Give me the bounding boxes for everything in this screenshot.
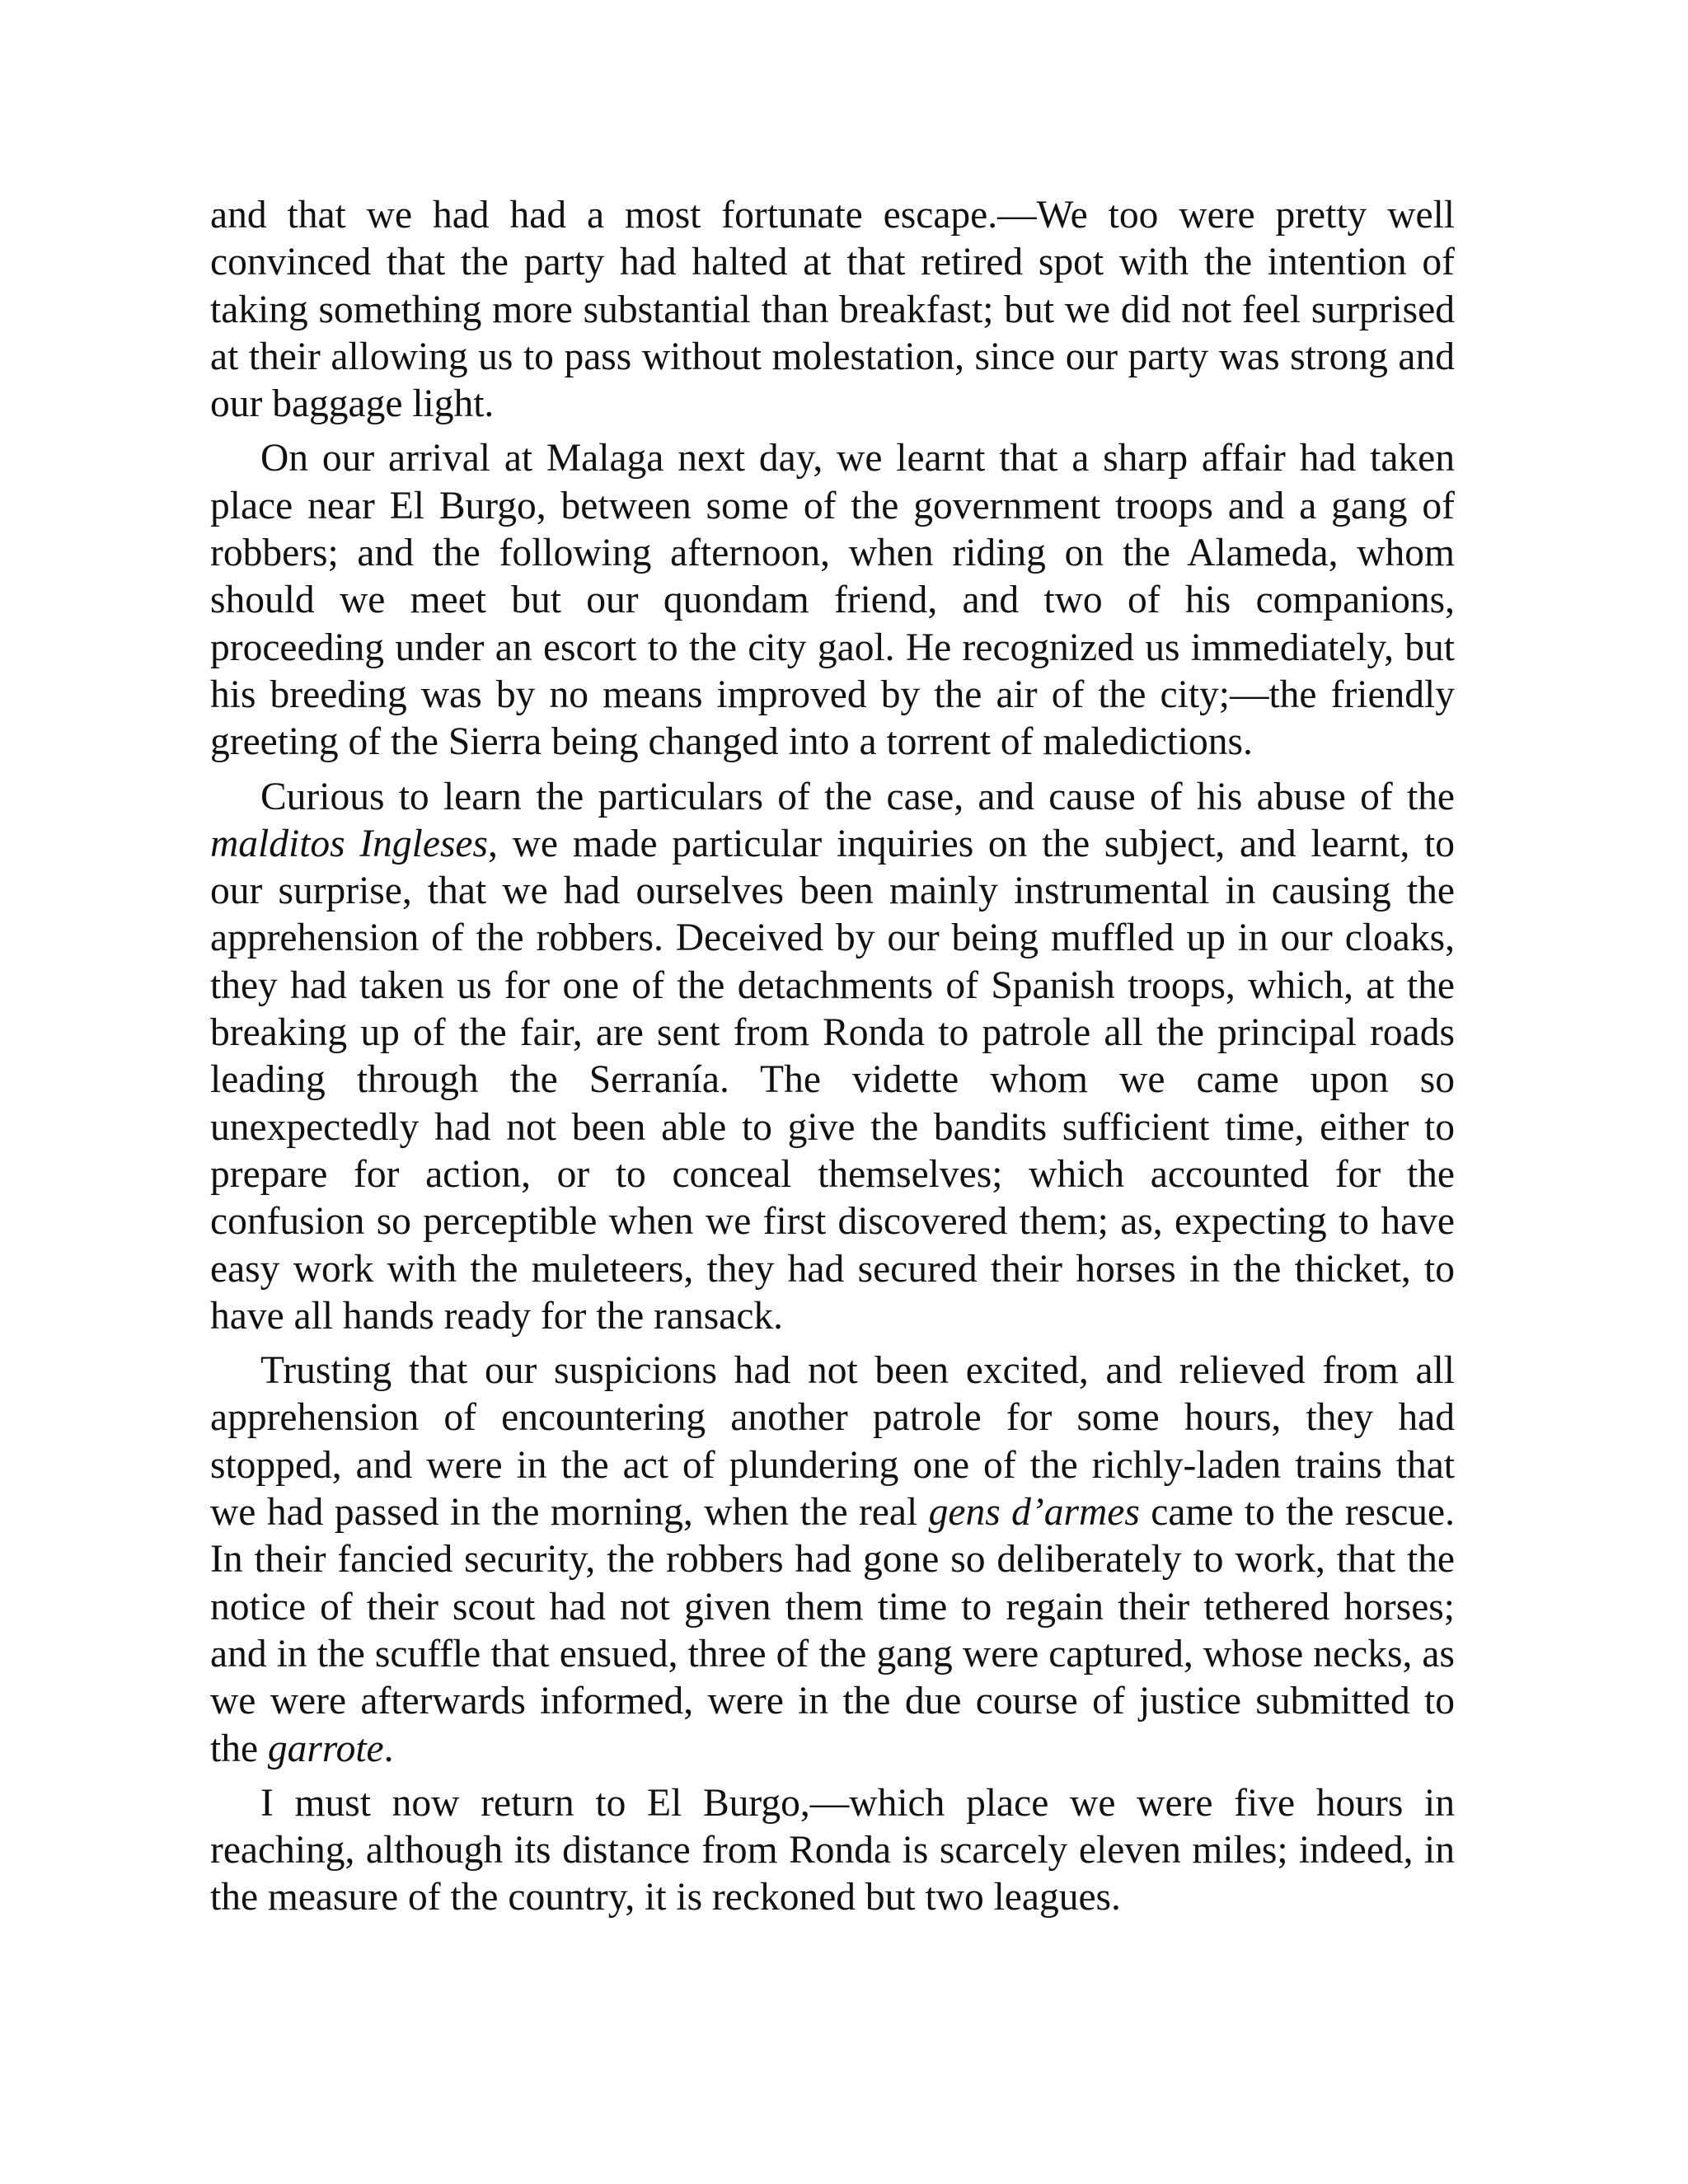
paragraph-2 bbox=[210, 435, 1455, 766]
paragraph-5 bbox=[210, 1780, 1455, 1922]
paragraph-4-text-b: came to the rescue. In their fancied security, the robbers had gone so deliberately to work, that the notice of their scout had not given them time to regain their tethered horses; and in the scuffle that ensued, three of the gang were captured, whose necks, as we were afterwards informed, were in the due course of justice submitted to the bbox=[210, 1491, 1455, 1770]
paragraph-4-italic-garrote: garrote bbox=[267, 1727, 384, 1770]
paragraph-3-italic-malditos: malditos Ingleses bbox=[210, 822, 488, 865]
paragraph-3 bbox=[210, 774, 1455, 1341]
paragraph-5-text: I must now return to El Burgo,—which place we were five hours in reaching, although its distance from Ronda is scarcely eleven miles; indeed, in the measure of the country, it is reckoned but two leagues. bbox=[210, 1781, 1455, 1919]
paragraph-4-text-a: Trusting that our suspicions had not been excited, and relieved from all apprehension of encountering another patrole for some hours, they had stopped, and were in the act of plundering one of the richly-laden trains that we had passed in the morning, when the real bbox=[210, 1349, 1455, 1535]
paragraph-4 bbox=[210, 1347, 1455, 1773]
paragraph-3-text-b: , we made particular inquiries on the subject, and learnt, to our surprise, that we had ourselves been mainly instrumental in causing the apprehension of the robbers. Deceived by our being muffled up in our cloaks, they had taken us for one of the detachments of Spanish troops, which, at the breaking up of the fair, are sent from Ronda to patrole all the principal roads leading through the Serranía. The vidette whom we came upon so unexpectedly had not been able to give the bandits sufficient time, either to prepare for action, or to conceal themselves; which accounted for the confusion so perceptible when we first discovered them; as, expecting to have easy work with the muleteers, they had secured their horses in the thicket, to have all hands ready for the ransack. bbox=[210, 822, 1455, 1338]
paragraph-2-text: On our arrival at Malaga next day, we learnt that a sharp affair had taken place near El Burgo, between some of the government troops and a gang of robbers; and the following afternoon, when riding on the Alameda, whom should we meet but our quondam friend, and two of his companions, proceeding under an escort to the city gaol. He recognized us immediately, but his breeding was by no means improved by the air of the city;—the friendly greeting of the Sierra being changed into a torrent of maledictions. bbox=[210, 437, 1455, 764]
paragraph-1-text: and that we had had a most fortunate escape.—We too were pretty well convinced that the party had halted at that retired spot with the intention of taking something more substantial than breakfast; but we did not feel surprised at their allowing us to pass without molestation, since our party was strong and our baggage light. bbox=[210, 194, 1455, 426]
page-body bbox=[210, 192, 1455, 1929]
paragraph-3-text-a: Curious to learn the particulars of the case, and cause of his abuse of the bbox=[260, 775, 1455, 818]
paragraph-4-text-c: . bbox=[383, 1727, 394, 1770]
paragraph-4-italic-gens: gens d’armes bbox=[928, 1491, 1140, 1535]
paragraph-1 bbox=[210, 192, 1455, 428]
